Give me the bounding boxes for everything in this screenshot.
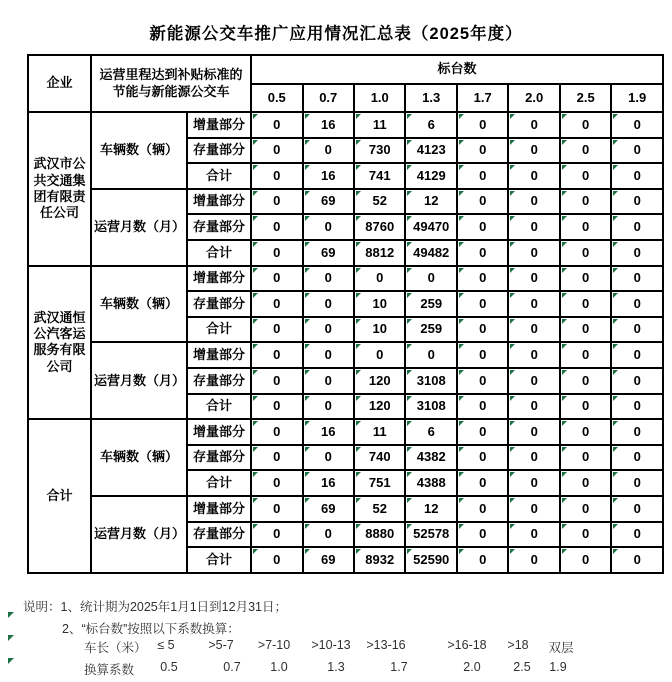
data-cell: 11: [354, 419, 405, 445]
data-cell: 0: [560, 419, 611, 445]
data-cell: 0: [457, 522, 508, 548]
row-label-subtotal: 合计: [187, 163, 251, 189]
data-cell: 0: [560, 266, 611, 292]
data-cell: 0: [508, 317, 559, 343]
data-cell: 751: [354, 470, 405, 496]
company-cell: 合计: [28, 419, 91, 573]
data-cell: 0: [508, 522, 559, 548]
data-cell: 740: [354, 445, 405, 471]
row-label-increment: 增量部分: [187, 189, 251, 215]
data-cell: 0: [611, 496, 663, 522]
data-cell: 0: [611, 317, 663, 343]
data-cell: 4123: [405, 138, 456, 164]
row-label-increment: 增量部分: [187, 112, 251, 138]
note-factor: 1.7: [390, 660, 408, 674]
data-cell: 69: [303, 189, 354, 215]
page-title: 新能源公交车推广应用情况汇总表（2025年度）: [149, 25, 523, 43]
data-cell: 0: [303, 138, 354, 164]
data-cell: 0: [508, 163, 559, 189]
note-factor: 1.9: [549, 660, 567, 674]
note-length-class: >5-7: [208, 638, 234, 652]
cell-indicator-icon: [8, 612, 14, 618]
note-length-class: ≤ 5: [157, 638, 175, 652]
data-cell: 0: [354, 342, 405, 368]
data-cell: 0: [457, 291, 508, 317]
data-cell: 0: [457, 138, 508, 164]
data-cell: 0: [508, 368, 559, 394]
coef-col-header: 0.5: [251, 84, 302, 112]
data-cell: 741: [354, 163, 405, 189]
row-label-subtotal: 合计: [187, 547, 251, 573]
row-label-increment: 增量部分: [187, 496, 251, 522]
note-length-class: >13-16: [366, 638, 406, 652]
data-cell: 0: [611, 266, 663, 292]
data-cell: 0: [611, 547, 663, 573]
data-cell: 0: [251, 112, 302, 138]
data-cell: 0: [508, 189, 559, 215]
data-cell: 0: [560, 189, 611, 215]
data-cell: 0: [611, 368, 663, 394]
data-cell: 0: [611, 522, 663, 548]
data-cell: 0: [611, 138, 663, 164]
data-cell: 0: [303, 394, 354, 420]
data-cell: 0: [303, 522, 354, 548]
table-row: [28, 496, 663, 522]
data-cell: 0: [508, 214, 559, 240]
data-cell: 0: [354, 266, 405, 292]
row-label-increment: 增量部分: [187, 342, 251, 368]
data-cell: 0: [251, 214, 302, 240]
data-cell: 0: [251, 317, 302, 343]
note-length-class: >7-10: [257, 638, 291, 652]
data-cell: 0: [611, 112, 663, 138]
note-line-1: 说明：1、统计期为2025年1月1日到12月31日；: [23, 600, 287, 614]
data-cell: 0: [251, 342, 302, 368]
data-cell: 0: [560, 291, 611, 317]
data-cell: 0: [457, 547, 508, 573]
data-cell: 0: [251, 368, 302, 394]
data-cell: 8812: [354, 240, 405, 266]
data-cell: 0: [251, 445, 302, 471]
data-cell: 0: [405, 342, 456, 368]
row-label-subtotal: 合计: [187, 394, 251, 420]
data-cell: 0: [560, 547, 611, 573]
data-cell: 3108: [405, 368, 456, 394]
data-cell: 8880: [354, 522, 405, 548]
note-factor-label: 换算系数: [84, 663, 135, 677]
data-cell: 0: [457, 445, 508, 471]
data-cell: 0: [508, 496, 559, 522]
category-months: 运营月数（月）: [91, 496, 187, 573]
note-factor: 0.5: [160, 660, 178, 674]
data-cell: 0: [251, 394, 302, 420]
data-cell: 0: [457, 368, 508, 394]
data-cell: 52: [354, 496, 405, 522]
data-cell: 0: [508, 291, 559, 317]
table-row: [28, 266, 663, 292]
data-cell: 0: [560, 394, 611, 420]
row-label-stock: 存量部分: [187, 368, 251, 394]
note-factor: 2.5: [513, 660, 531, 674]
note-length-label: 车长（米）: [84, 641, 147, 655]
data-cell: 0: [508, 240, 559, 266]
data-cell: 0: [508, 138, 559, 164]
table-row: [28, 189, 663, 215]
row-label-increment: 增量部分: [187, 266, 251, 292]
data-cell: 0: [457, 342, 508, 368]
category-months: 运营月数（月）: [91, 189, 187, 266]
data-cell: 69: [303, 240, 354, 266]
header-standard-units: 标台数: [251, 55, 663, 84]
data-cell: 0: [251, 163, 302, 189]
note-length-class: >16-18: [447, 638, 487, 652]
data-cell: 259: [405, 291, 456, 317]
company-cell: 武汉通恒公汽客运服务有限公司: [28, 266, 91, 420]
data-cell: 69: [303, 496, 354, 522]
data-cell: 0: [457, 496, 508, 522]
row-label-stock: 存量部分: [187, 445, 251, 471]
data-cell: 0: [457, 189, 508, 215]
data-cell: 0: [560, 112, 611, 138]
data-cell: 0: [560, 214, 611, 240]
data-cell: 0: [251, 189, 302, 215]
data-cell: 10: [354, 317, 405, 343]
data-cell: 0: [508, 394, 559, 420]
data-cell: 0: [303, 214, 354, 240]
row-label-stock: 存量部分: [187, 138, 251, 164]
data-cell: 0: [303, 445, 354, 471]
data-cell: 0: [457, 112, 508, 138]
row-label-subtotal: 合计: [187, 470, 251, 496]
summary-table: [27, 54, 664, 574]
data-cell: 0: [251, 470, 302, 496]
row-label-subtotal: 合计: [187, 317, 251, 343]
coef-col-header: 1.9: [611, 84, 663, 112]
data-cell: 49482: [405, 240, 456, 266]
data-cell: 0: [303, 317, 354, 343]
note-length-class: >18: [507, 638, 529, 652]
data-cell: 0: [611, 394, 663, 420]
data-cell: 0: [457, 317, 508, 343]
header-row-1: [28, 55, 663, 84]
company-cell: 武汉市公共交通集团有限责任公司: [28, 112, 91, 266]
data-cell: 0: [560, 496, 611, 522]
data-cell: 16: [303, 112, 354, 138]
data-cell: 0: [508, 112, 559, 138]
data-cell: 0: [560, 317, 611, 343]
data-cell: 4129: [405, 163, 456, 189]
data-cell: 0: [457, 419, 508, 445]
data-cell: 120: [354, 394, 405, 420]
data-cell: 0: [251, 138, 302, 164]
data-cell: 16: [303, 470, 354, 496]
coef-col-header: 1.0: [354, 84, 405, 112]
data-cell: 0: [560, 138, 611, 164]
data-cell: 0: [508, 445, 559, 471]
data-cell: 0: [303, 342, 354, 368]
data-cell: 0: [611, 470, 663, 496]
note-factor: 1.0: [270, 660, 288, 674]
data-cell: 0: [611, 189, 663, 215]
coef-col-header: 1.7: [457, 84, 508, 112]
data-cell: 52590: [405, 547, 456, 573]
row-label-stock: 存量部分: [187, 522, 251, 548]
table-row: [28, 112, 663, 138]
row-label-increment: 增量部分: [187, 419, 251, 445]
data-cell: 0: [251, 291, 302, 317]
data-cell: 0: [508, 419, 559, 445]
category-vehicles: 车辆数（辆）: [91, 419, 187, 496]
data-cell: 0: [611, 214, 663, 240]
header-company: 企业: [28, 55, 91, 112]
data-cell: 0: [508, 342, 559, 368]
data-cell: 0: [560, 342, 611, 368]
category-months: 运营月数（月）: [91, 342, 187, 419]
data-cell: 69: [303, 547, 354, 573]
data-cell: 6: [405, 112, 456, 138]
data-cell: 16: [303, 419, 354, 445]
data-cell: 0: [560, 522, 611, 548]
data-cell: 0: [457, 163, 508, 189]
data-cell: 6: [405, 419, 456, 445]
coef-col-header: 0.7: [303, 84, 354, 112]
note-length-class: 双层: [548, 641, 574, 655]
category-vehicles: 车辆数（辆）: [91, 112, 187, 189]
data-cell: 0: [611, 342, 663, 368]
data-cell: 0: [611, 163, 663, 189]
note-factor: 2.0: [463, 660, 481, 674]
coef-col-header: 1.3: [405, 84, 456, 112]
data-cell: 4382: [405, 445, 456, 471]
data-cell: 8932: [354, 547, 405, 573]
data-cell: 0: [560, 368, 611, 394]
cell-indicator-icon: [8, 635, 14, 641]
data-cell: 0: [560, 240, 611, 266]
data-cell: 0: [251, 240, 302, 266]
row-label-stock: 存量部分: [187, 291, 251, 317]
note-line-2: 2、“标台数”按照以下系数换算：: [62, 622, 240, 636]
data-cell: 0: [611, 240, 663, 266]
data-cell: 8760: [354, 214, 405, 240]
data-cell: 0: [611, 445, 663, 471]
data-cell: 0: [611, 419, 663, 445]
note-factor: 0.7: [223, 660, 241, 674]
data-cell: 12: [405, 189, 456, 215]
data-cell: 259: [405, 317, 456, 343]
table-row: [28, 342, 663, 368]
data-cell: 0: [560, 470, 611, 496]
note-length-class: >10-13: [311, 638, 351, 652]
data-cell: 0: [251, 496, 302, 522]
category-vehicles: 车辆数（辆）: [91, 266, 187, 343]
table-row: [28, 419, 663, 445]
data-cell: 12: [405, 496, 456, 522]
data-cell: 0: [251, 547, 302, 573]
cell-indicator-icon: [8, 658, 14, 664]
data-cell: 0: [405, 266, 456, 292]
coef-col-header: 2.0: [508, 84, 559, 112]
row-label-stock: 存量部分: [187, 214, 251, 240]
data-cell: 52578: [405, 522, 456, 548]
note-factor: 1.3: [327, 660, 345, 674]
header-bus-type: 运营里程达到补贴标准的节能与新能源公交车: [91, 55, 251, 112]
data-cell: 11: [354, 112, 405, 138]
data-cell: 0: [303, 291, 354, 317]
data-cell: 730: [354, 138, 405, 164]
data-cell: 0: [251, 266, 302, 292]
data-cell: 120: [354, 368, 405, 394]
data-cell: 0: [251, 522, 302, 548]
data-cell: 16: [303, 163, 354, 189]
data-cell: 0: [457, 240, 508, 266]
data-cell: 0: [457, 214, 508, 240]
data-cell: 0: [560, 163, 611, 189]
data-cell: 0: [457, 266, 508, 292]
data-cell: 0: [457, 394, 508, 420]
data-cell: 0: [508, 266, 559, 292]
data-cell: 3108: [405, 394, 456, 420]
data-cell: 0: [508, 547, 559, 573]
data-cell: 0: [251, 419, 302, 445]
data-cell: 4388: [405, 470, 456, 496]
data-cell: 0: [508, 470, 559, 496]
data-cell: 0: [303, 368, 354, 394]
data-cell: 0: [457, 470, 508, 496]
data-cell: 0: [611, 291, 663, 317]
data-cell: 0: [560, 445, 611, 471]
data-cell: 0: [303, 266, 354, 292]
data-cell: 49470: [405, 214, 456, 240]
coef-col-header: 2.5: [560, 84, 611, 112]
data-cell: 52: [354, 189, 405, 215]
data-cell: 10: [354, 291, 405, 317]
row-label-subtotal: 合计: [187, 240, 251, 266]
